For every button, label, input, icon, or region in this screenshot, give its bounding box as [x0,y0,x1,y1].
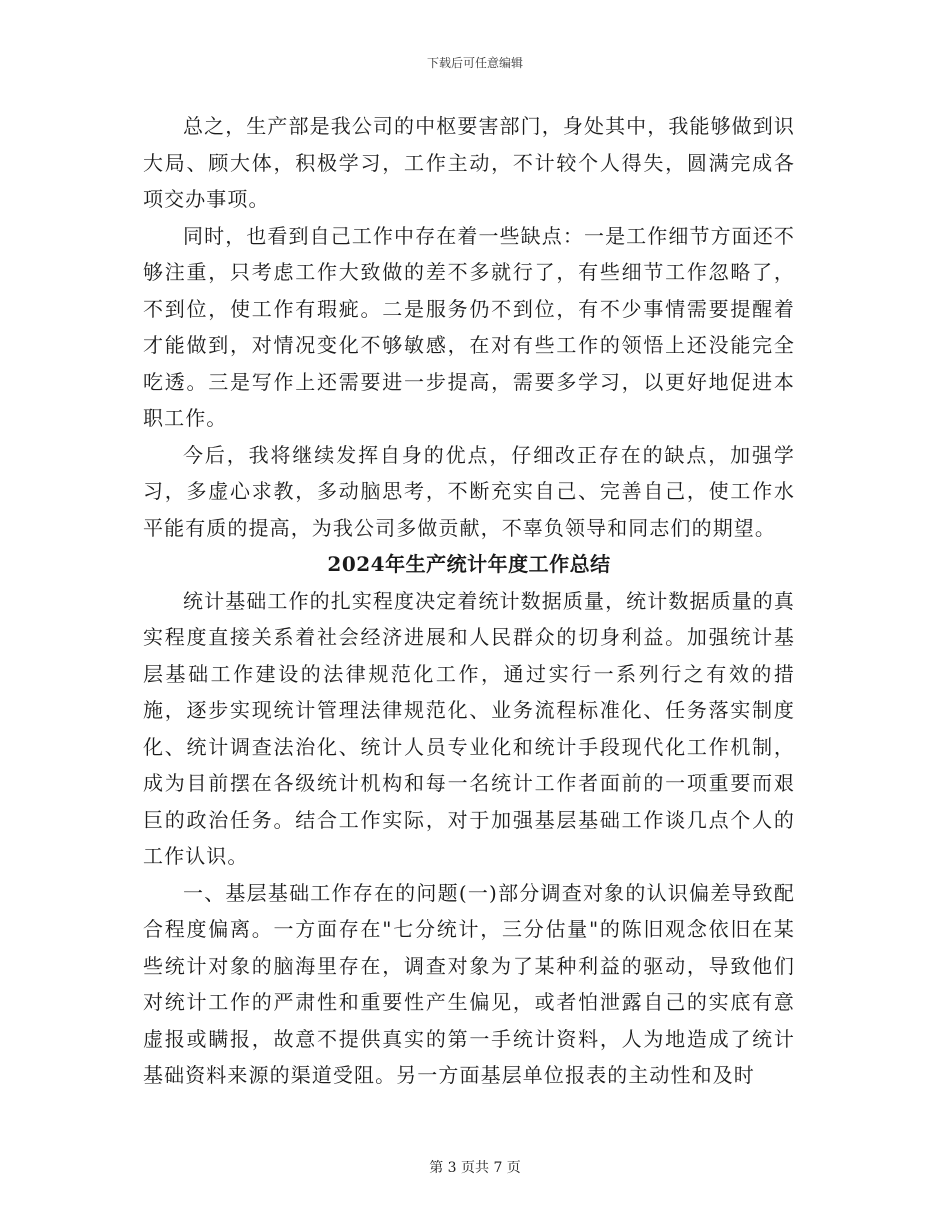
paragraph-summary: 总之，生产部是我公司的中枢要害部门，身处其中，我能够做到识大局、顾大体，积极学习，工作主动，不计较个人得失，圆满完成各项交办事项。 [143,114,795,211]
page-header-note: 下载后可任意编辑 [426,56,523,70]
document-body [143,108,795,1094]
page-indicator: 第 3 页共 7 页 [429,1160,521,1176]
paragraph-statistics-intro: 统计基础工作的扎实程度决定着统计数据质量，统计数据质量的真实程度直接关系着社会经济进展和人民群众的切身利益。加强统计基层基础工作建设的法律规范化工作，通过实行一系列行之有效的措施，逐步实现统计管理法律规范化、业务流程标准化、任务落实制度化、统计调查法治化、统计人员专业化和统计手段现代化工作机制，成为目前摆在各级统计机构和每一名统计工作者面前的一项重要而艰巨的政治任务。结合工作实际，对于加强基层基础工作谈几点个人的工作认识。 [143,588,795,868]
paragraph-future: 今后，我将继续发挥自身的优点，仔细改正存在的缺点，加强学习，多虚心求教，多动脑思考，不断充实自己、完善自己，使工作水平能有质的提高，为我公司多做贡献，不辜负领导和同志们的期望。 [143,442,795,540]
section-title: 2024年生产统计年度工作总结 [327,552,611,576]
paragraph-problems: 一、基层基础工作存在的问题(一)部分调查对象的认识偏差导致配合程度偏离。一方面存在"七分统计，三分估量"的陈旧观念依旧在某些统计对象的脑海里存在，调查对象为了某种利益的驱动，导致他们对统计工作的严肃性和重要性产生偏见，或者怕泄露自己的实底有意虚报或瞒报，故意不提供真实的第一手统计资料，人为地造成了统计基础资料来源的渠道受阻。另一方面基层单位报表的主动性和及时 [143,880,795,1087]
paragraph-shortcomings: 同时，也看到自己工作中存在着一些缺点：一是工作细节方面还不够注重，只考虑工作大致做的差不多就行了，有些细节工作忽略了，不到位，使工作有瑕疵。二是服务仍不到位，有不少事情需要提醒着才能做到，对情况变化不够敏感，在对有些工作的领悟上还没能完全吃透。三是写作上还需要进一步提高，需要多学习，以更好地促进本职工作。 [143,223,795,430]
